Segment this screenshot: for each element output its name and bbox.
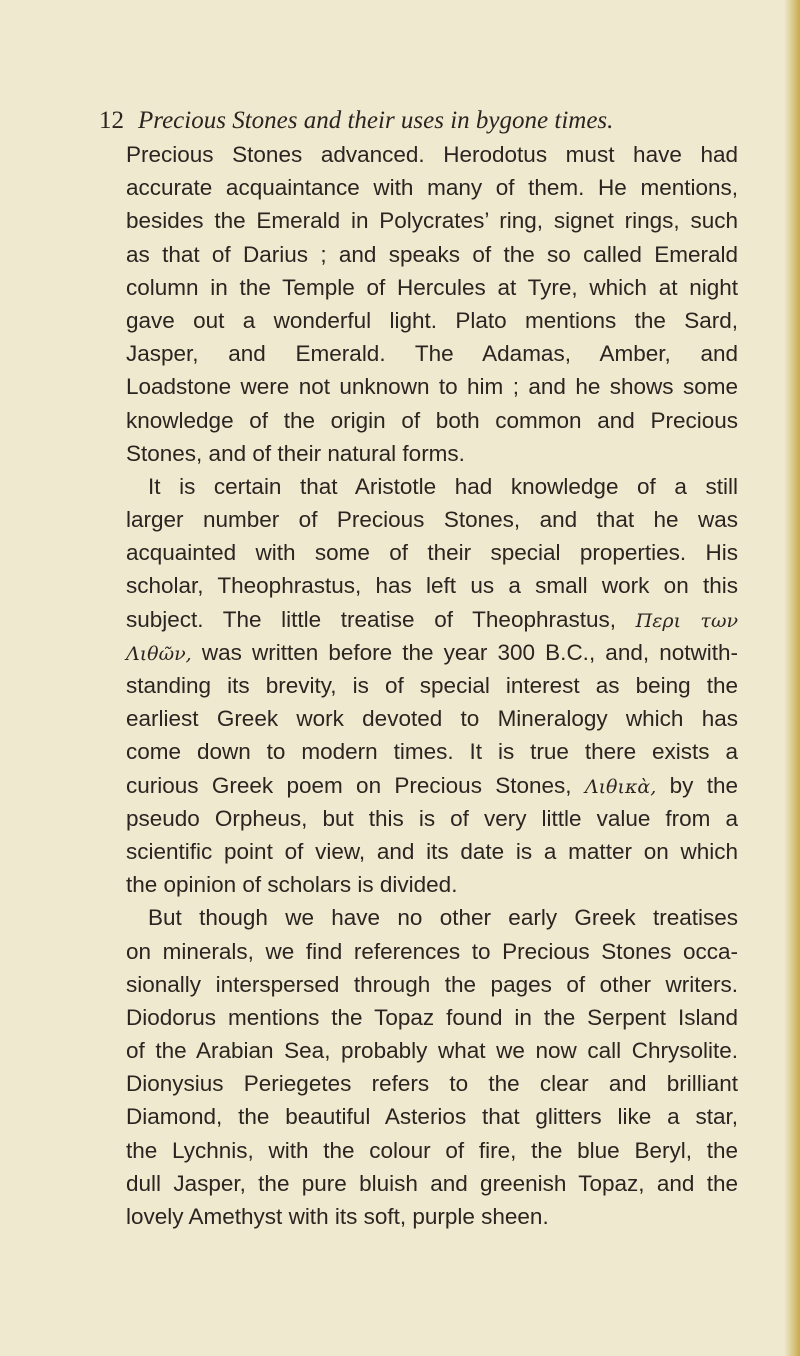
text-line: besides the Emerald in Polycrates’ ring, signet rings, such xyxy=(126,208,738,234)
text-line: Diodorus mentions the Topaz found in the Serpent Island xyxy=(126,1004,738,1030)
text-line: scholar, Theophrastus, has left us a small work on this xyxy=(126,573,738,599)
text-line: acquainted with some of their special properties. His xyxy=(126,540,738,566)
text-line: on minerals, we find references to Precious Stones occa- xyxy=(126,938,738,964)
greek-lithon: Λιθῶν, xyxy=(126,642,192,665)
text-line: scientific point of view, and its date is a matter on which xyxy=(126,838,738,864)
page-title: Precious Stones and their uses in bygone times. xyxy=(138,107,614,134)
text-line: Jasper, and Emerald. The Adamas, Amber, and xyxy=(126,341,738,367)
body-text xyxy=(126,138,738,1233)
text-line: It is certain that Aristotle had knowledge of a still xyxy=(148,473,738,499)
text-line: dull Jasper, the pure bluish and greenish Topaz, and the xyxy=(126,1170,738,1196)
text-line: Precious Stones advanced. Herodotus must have had xyxy=(126,142,738,167)
text-line: as that of Darius ; and speaks of the so called Emerald xyxy=(126,241,738,267)
page-edge xyxy=(784,0,800,1356)
text-fragment: subject. The little treatise of Theophrastus, xyxy=(126,606,617,632)
text-line-with-greek xyxy=(126,603,738,636)
text-line: sionally interspersed through the pages of other writers. xyxy=(126,971,738,997)
text-line: pseudo Orpheus, but this is of very little value from a xyxy=(126,805,738,831)
text-line: knowledge of the origin of both common and Precious xyxy=(126,407,738,433)
text-fragment: curious Greek poem on Precious Stones, xyxy=(126,772,572,798)
greek-peri-ton: Περι των xyxy=(635,609,738,632)
text-line: Stones, and of their natural forms. xyxy=(126,440,465,466)
text-fragment: was written before the year 300 B.C., and, notwith- xyxy=(201,639,738,665)
page-number: 12 xyxy=(99,107,124,134)
text-line: But though we have no other early Greek treatises xyxy=(148,905,738,931)
text-line: column in the Temple of Hercules at Tyre, which at night xyxy=(126,274,738,300)
text-line: standing its brevity, is of special interest as being the xyxy=(126,673,738,698)
running-head xyxy=(99,102,699,138)
text-line: earliest Greek work devoted to Mineralogy which has xyxy=(126,706,738,732)
text-line: Dionysius Periegetes refers to the clear and brilliant xyxy=(126,1071,738,1097)
text-line-with-greek xyxy=(126,769,738,802)
text-line: Diamond, the beautiful Asterios that glitters like a star, xyxy=(126,1104,738,1130)
greek-lithika: Λιθικὰ, xyxy=(584,775,657,798)
text-line: of the Arabian Sea, probably what we now call Chrysolite. xyxy=(126,1038,738,1064)
text-line: the opinion of scholars is divided. xyxy=(126,872,458,898)
text-line-with-greek xyxy=(126,636,738,669)
text-line: lovely Amethyst with its soft, purple sheen. xyxy=(126,1204,549,1229)
text-line: larger number of Precious Stones, and that he was xyxy=(126,507,738,533)
text-fragment: by the xyxy=(669,772,738,798)
text-line: the Lychnis, with the colour of fire, the blue Beryl, the xyxy=(126,1137,738,1163)
text-line: come down to modern times. It is true there exists a xyxy=(126,739,738,765)
text-line: Loadstone were not unknown to him ; and he shows some xyxy=(126,374,738,400)
text-line: accurate acquaintance with many of them. He mentions, xyxy=(126,175,738,201)
text-line: gave out a wonderful light. Plato mentions the Sard, xyxy=(126,307,738,333)
